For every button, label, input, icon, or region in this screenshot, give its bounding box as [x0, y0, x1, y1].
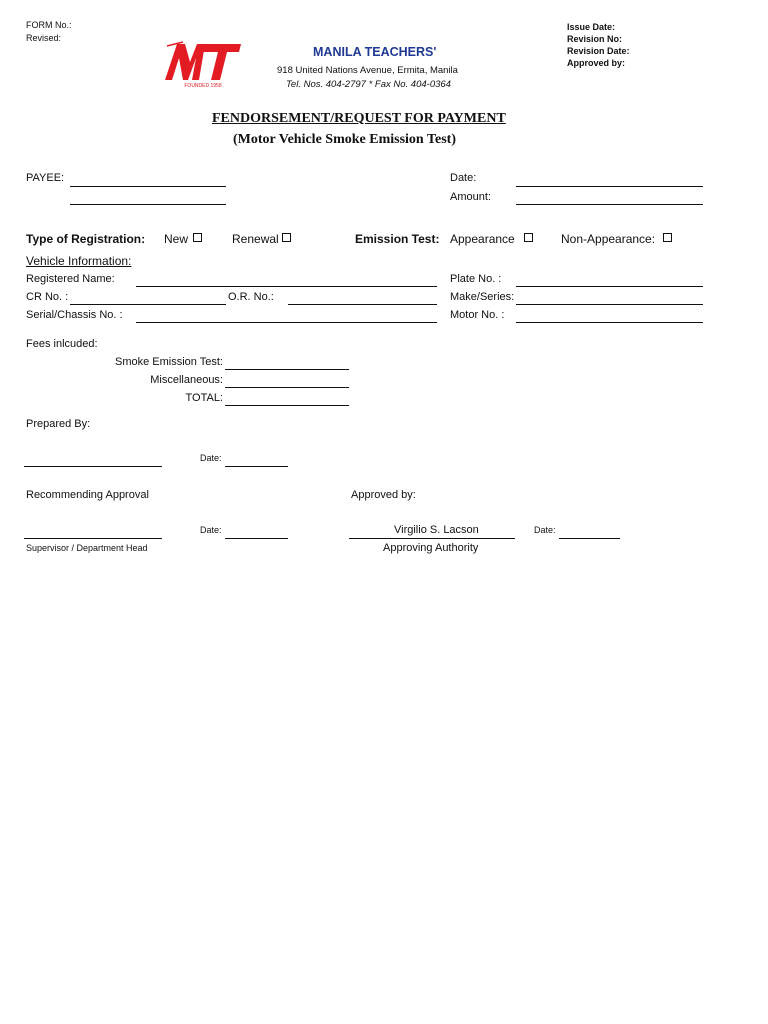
approved-by-meta-label: Approved by:: [567, 58, 626, 68]
fees-heading: Fees inlcuded:: [26, 338, 98, 350]
smoke-emission-fee-line[interactable]: [225, 369, 349, 370]
payee-line-1[interactable]: [70, 186, 226, 187]
make-series-line[interactable]: [516, 304, 703, 305]
plate-no-label: Plate No. :: [450, 273, 502, 285]
miscellaneous-fee-label: Miscellaneous:: [150, 374, 223, 386]
organization-logo: [163, 40, 243, 92]
serial-chassis-line[interactable]: [136, 322, 437, 323]
make-series-label: Make/Series:: [450, 291, 515, 303]
emission-test-label: Emission Test:: [355, 232, 440, 246]
approver-name: Virgilio S. Lacson: [394, 524, 479, 536]
approved-by-label: Approved by:: [351, 489, 416, 501]
organization-address: 918 United Nations Avenue, Ermita, Manila: [277, 65, 458, 76]
form-no-label: FORM No.:: [26, 20, 72, 30]
supervisor-date-line[interactable]: [225, 538, 288, 539]
payee-line-2[interactable]: [70, 204, 226, 205]
registered-name-label: Registered Name:: [26, 273, 115, 285]
serial-chassis-label: Serial/Chassis No. :: [26, 309, 123, 321]
logo-caption: FOUNDED 1958: [184, 83, 222, 89]
vehicle-information-heading: Vehicle Information:: [26, 254, 132, 268]
supervisor-signature-line[interactable]: [24, 538, 162, 539]
prepared-by-signature-line[interactable]: [24, 466, 162, 467]
approver-title: Approving Authority: [383, 542, 479, 554]
supervisor-date-label: Date:: [200, 525, 222, 535]
prepared-by-label: Prepared By:: [26, 418, 91, 430]
registered-name-line[interactable]: [136, 286, 437, 287]
supervisor-caption: Supervisor / Department Head: [26, 543, 148, 553]
smoke-emission-fee-label: Smoke Emission Test:: [114, 356, 223, 368]
renewal-checkbox[interactable]: [282, 233, 291, 242]
approver-signature-line[interactable]: [349, 538, 515, 539]
organization-contact: Tel. Nos. 404-2797 * Fax No. 404-0364: [286, 79, 451, 90]
or-no-label: O.R. No.:: [228, 291, 274, 303]
renewal-label: Renewal: [232, 232, 279, 246]
appearance-checkbox[interactable]: [524, 233, 533, 242]
or-no-line[interactable]: [288, 304, 437, 305]
payee-label: PAYEE:: [26, 172, 65, 184]
plate-no-line[interactable]: [516, 286, 703, 287]
amount-label: Amount:: [450, 191, 491, 203]
payee-date-line[interactable]: [516, 186, 703, 187]
prepared-by-date-label: Date:: [200, 453, 222, 463]
amount-line[interactable]: [516, 204, 703, 205]
new-option[interactable]: [164, 232, 202, 246]
new-checkbox[interactable]: [193, 233, 202, 242]
issue-date-label: Issue Date:: [567, 22, 616, 32]
cr-no-label: CR No. :: [26, 291, 69, 303]
approver-date-label: Date:: [534, 525, 556, 535]
prepared-by-date-line[interactable]: [225, 466, 288, 467]
form-title: FENDORSEMENT/REQUEST FOR PAYMENT: [212, 111, 506, 126]
total-fee-label: TOTAL:: [185, 392, 223, 404]
revision-no-label: Revision No:: [567, 34, 623, 44]
non-appearance-checkbox[interactable]: [663, 233, 672, 242]
total-fee-line[interactable]: [225, 405, 349, 406]
renewal-option[interactable]: [232, 232, 291, 246]
approver-date-line[interactable]: [559, 538, 620, 539]
organization-name: MANILA TEACHERS': [313, 45, 437, 59]
revised-label: Revised:: [26, 33, 62, 43]
cr-no-line[interactable]: [70, 304, 226, 305]
non-appearance-option[interactable]: [561, 232, 672, 246]
non-appearance-label: Non-Appearance:: [561, 232, 656, 246]
new-label: New: [164, 232, 189, 246]
miscellaneous-fee-line[interactable]: [225, 387, 349, 388]
motor-no-label: Motor No. :: [450, 309, 505, 321]
type-of-registration-label: Type of Registration:: [26, 232, 146, 246]
recommending-approval-label: Recommending Approval: [26, 489, 149, 501]
form-subtitle: (Motor Vehicle Smoke Emission Test): [233, 132, 456, 147]
revision-date-label: Revision Date:: [567, 46, 630, 56]
motor-no-line[interactable]: [516, 322, 703, 323]
appearance-option[interactable]: [450, 232, 533, 246]
payee-date-label: Date:: [450, 172, 477, 184]
appearance-label: Appearance: [450, 232, 515, 246]
